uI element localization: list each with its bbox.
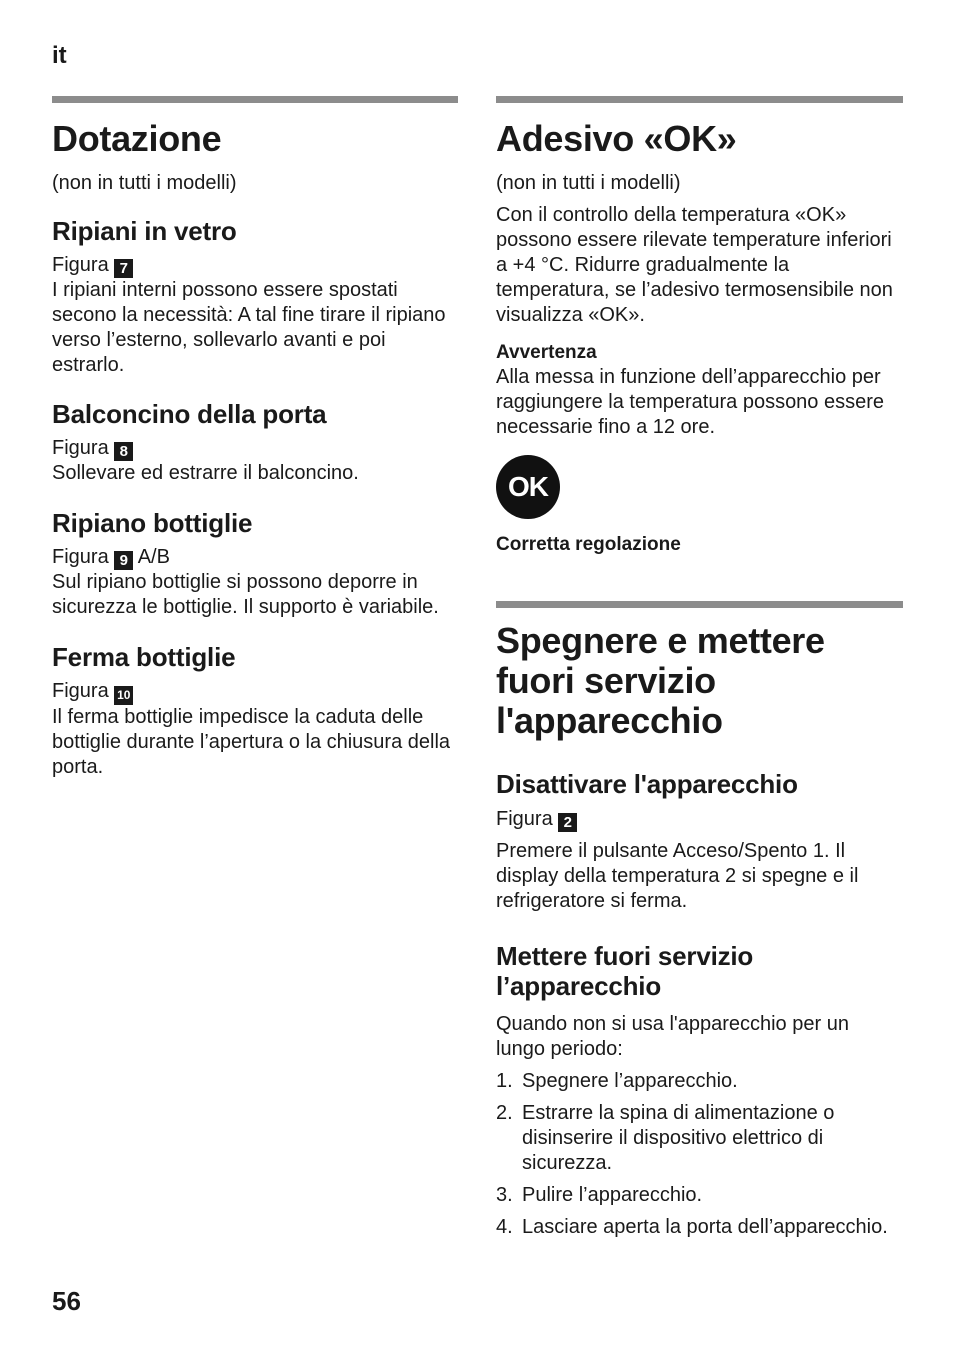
subsection-heading: Mettere fuori servizio l’apparecchio (496, 941, 754, 1001)
section-divider (496, 601, 903, 608)
section-divider (496, 96, 903, 103)
section-divider (52, 96, 458, 103)
subsection-text: Sollevare ed estrarre il balconcino. (52, 462, 359, 484)
figure-reference: Figura 10 (52, 679, 458, 705)
list-item: 4. Lasciare aperta la porta dell’apparecchio. (496, 1216, 888, 1238)
subsection-intro: Quando non si usa l'apparecchio per un lungo periodo: (496, 1013, 849, 1060)
list-item: 2. Estrarre la spina di alimentazione o disinserire il dispositivo elettrico di sicurezza. (496, 1102, 835, 1174)
right-column (496, 96, 903, 1240)
availability-note: (non in tutti i modelli) (496, 172, 681, 194)
figure-number-box: 7 (114, 259, 133, 278)
subsection-heading: Ripiano bottiglie (52, 508, 253, 538)
warning-heading: Avvertenza (496, 342, 597, 363)
subsection-heading: Ferma bottiglie (52, 642, 236, 672)
section-title-spegnere: Spegnere e mettere fuori servizio l'apparecchio (496, 620, 825, 741)
section-title-adesivo-ok: Adesivo «OK» (496, 118, 737, 159)
subsection-text: I ripiani interni possono essere spostati secono la necessità: A tal fine tirare il ripiano verso l’esterno, sollevarlo avanti e poi estrarlo. (52, 279, 446, 376)
subsection-heading: Balconcino della porta (52, 399, 327, 429)
page-number: 56 (52, 1286, 81, 1316)
availability-note: (non in tutti i modelli) (52, 172, 237, 194)
ok-sticker-text: Con il controllo della temperatura «OK» possono essere rilevate temperature inferiori a +4 °C. Ridurre gradualmente la temperatura, se l’adesivo termosensibile non visualizza «OK». (496, 204, 893, 326)
language-code: it (52, 42, 67, 69)
figure-number-box: 10 (114, 686, 133, 705)
list-item: 3. Pulire l’apparecchio. (496, 1184, 703, 1206)
steps-list (496, 1069, 903, 1240)
ok-sticker-icon: OK (496, 455, 560, 519)
subsection-text: Il ferma bottiglie impedisce la caduta delle bottiglie durante l’apertura o la chiusura della porta. (52, 706, 451, 778)
subsection-heading: Disattivare l'apparecchio (496, 769, 798, 799)
figure-reference: Figura 8 (52, 436, 458, 461)
figure-reference: Figura 2 (496, 807, 903, 832)
figure-number-box: 9 (114, 551, 133, 570)
left-column (52, 96, 458, 780)
section-title-dotazione: Dotazione (52, 118, 222, 159)
subsection-heading: Ripiani in vetro (52, 216, 237, 246)
warning-text: Alla messa in funzione dell’apparecchio per raggiungere la temperatura possono essere necessarie fino a 12 ore. (496, 366, 885, 438)
subsection-text: Premere il pulsante Acceso/Spento 1. Il display della temperatura 2 si spegne e il refrigeratore si ferma. (496, 840, 859, 912)
ok-caption: Corretta regolazione (496, 534, 681, 555)
list-item: 1. Spegnere l’apparecchio. (496, 1070, 738, 1092)
figure-number-box: 2 (558, 813, 577, 832)
figure-number-box: 8 (114, 442, 133, 461)
figure-reference: Figura 9 A/B (52, 546, 170, 569)
figure-reference: Figura 7 (52, 253, 458, 278)
subsection-text: Sul ripiano bottiglie si possono deporre in sicurezza le bottiglie. Il supporto è variabile. (52, 571, 439, 618)
